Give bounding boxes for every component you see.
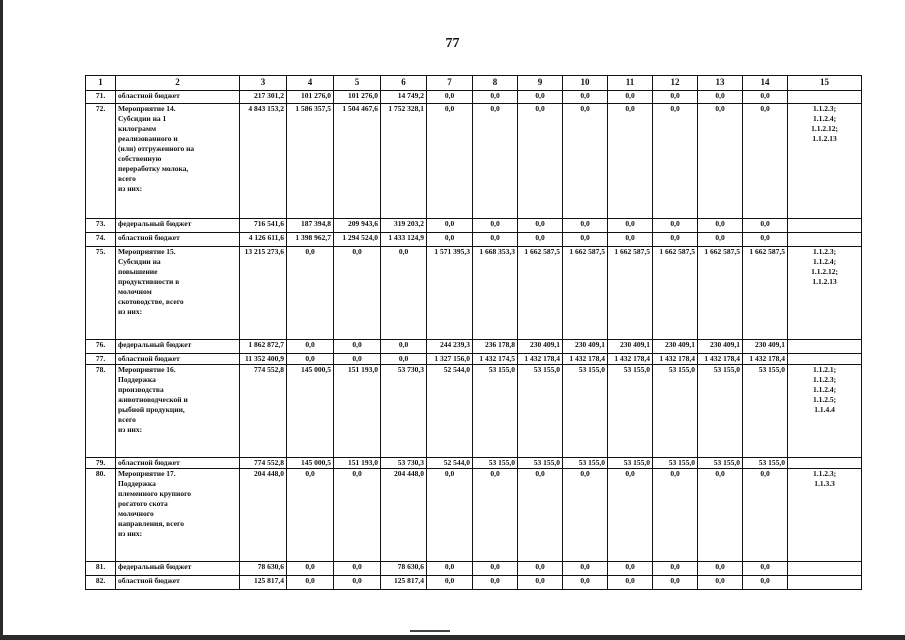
value-cell: 53 155,0 bbox=[698, 365, 743, 458]
row-name: Мероприятие 16. Поддержка производства животноводческой и рыбной продукции, всего из них: bbox=[116, 365, 240, 458]
value-cell: 0,0 bbox=[518, 469, 563, 562]
value-cell: 0,0 bbox=[518, 233, 563, 247]
row-reference: 1.1.2.3; 1.1.3.3 bbox=[788, 469, 862, 562]
table-row bbox=[86, 562, 862, 576]
table-body bbox=[86, 91, 862, 590]
value-cell: 230 409,1 bbox=[518, 340, 563, 354]
scan-left-edge bbox=[0, 0, 3, 640]
row-number: 76. bbox=[86, 340, 116, 354]
value-cell: 53 155,0 bbox=[518, 365, 563, 458]
value-cell: 125 817,4 bbox=[240, 576, 287, 590]
table-row bbox=[86, 469, 862, 562]
value-cell: 0,0 bbox=[743, 91, 788, 104]
row-number: 82. bbox=[86, 576, 116, 590]
value-cell: 53 155,0 bbox=[518, 458, 563, 469]
value-cell: 716 541,6 bbox=[240, 219, 287, 233]
value-cell: 0,0 bbox=[698, 576, 743, 590]
value-cell: 0,0 bbox=[698, 233, 743, 247]
value-cell: 0,0 bbox=[743, 233, 788, 247]
value-cell: 1 432 178,4 bbox=[743, 354, 788, 365]
value-cell: 0,0 bbox=[563, 576, 608, 590]
value-cell: 0,0 bbox=[287, 562, 334, 576]
value-cell: 0,0 bbox=[743, 469, 788, 562]
table-row bbox=[86, 458, 862, 469]
row-reference bbox=[788, 576, 862, 590]
value-cell: 0,0 bbox=[427, 104, 473, 219]
value-cell: 53 155,0 bbox=[563, 365, 608, 458]
value-cell: 0,0 bbox=[653, 91, 698, 104]
value-cell: 1 668 353,3 bbox=[473, 247, 518, 340]
value-cell: 0,0 bbox=[563, 104, 608, 219]
row-name: Мероприятие 15. Субсидии на повышение продуктивности в молочном скотоводстве, всего из них: bbox=[116, 247, 240, 340]
value-cell: 53 155,0 bbox=[653, 365, 698, 458]
row-name: областной бюджет bbox=[116, 576, 240, 590]
value-cell: 0,0 bbox=[698, 469, 743, 562]
value-cell: 0,0 bbox=[427, 576, 473, 590]
value-cell: 0,0 bbox=[653, 562, 698, 576]
value-cell: 0,0 bbox=[698, 562, 743, 576]
value-cell: 0,0 bbox=[608, 562, 653, 576]
value-cell: 0,0 bbox=[563, 219, 608, 233]
row-number: 77. bbox=[86, 354, 116, 365]
value-cell: 53 155,0 bbox=[698, 458, 743, 469]
column-header-5: 5 bbox=[334, 76, 381, 91]
value-cell: 204 448,0 bbox=[381, 469, 427, 562]
row-reference: 1.1.2.1; 1.1.2.3; 1.1.2.4; 1.1.2.5; 1.1.4.4 bbox=[788, 365, 862, 458]
row-reference: 1.1.2.3; 1.1.2.4; 1.1.2.12; 1.1.2.13 bbox=[788, 104, 862, 219]
value-cell: 0,0 bbox=[743, 219, 788, 233]
table-row bbox=[86, 233, 862, 247]
value-cell: 0,0 bbox=[518, 219, 563, 233]
row-reference: 1.1.2.3; 1.1.2.4; 1.1.2.12; 1.1.2.13 bbox=[788, 247, 862, 340]
row-number: 81. bbox=[86, 562, 116, 576]
value-cell: 1 662 587,5 bbox=[518, 247, 563, 340]
value-cell: 0,0 bbox=[743, 576, 788, 590]
value-cell: 0,0 bbox=[653, 233, 698, 247]
value-cell: 52 544,0 bbox=[427, 365, 473, 458]
value-cell: 0,0 bbox=[518, 562, 563, 576]
value-cell: 209 943,6 bbox=[334, 219, 381, 233]
row-reference bbox=[788, 219, 862, 233]
value-cell: 52 544,0 bbox=[427, 458, 473, 469]
value-cell: 0,0 bbox=[563, 562, 608, 576]
column-header-8: 8 bbox=[473, 76, 518, 91]
value-cell: 53 155,0 bbox=[563, 458, 608, 469]
column-header-9: 9 bbox=[518, 76, 563, 91]
value-cell: 1 432 178,4 bbox=[698, 354, 743, 365]
column-header-6: 6 bbox=[381, 76, 427, 91]
table-row bbox=[86, 219, 862, 233]
column-header-15: 15 bbox=[788, 76, 862, 91]
value-cell: 230 409,1 bbox=[743, 340, 788, 354]
row-reference bbox=[788, 233, 862, 247]
budget-table bbox=[85, 75, 862, 590]
column-header-2: 2 bbox=[116, 76, 240, 91]
value-cell: 0,0 bbox=[427, 219, 473, 233]
value-cell: 0,0 bbox=[653, 104, 698, 219]
value-cell: 1 504 467,6 bbox=[334, 104, 381, 219]
row-number: 73. bbox=[86, 219, 116, 233]
row-reference bbox=[788, 354, 862, 365]
row-number: 78. bbox=[86, 365, 116, 458]
value-cell: 1 432 178,4 bbox=[563, 354, 608, 365]
row-name: Мероприятие 14. Субсидии на 1 килограмм реализованного и (или) отгруженного на собственную переработку молока, всего из них: bbox=[116, 104, 240, 219]
value-cell: 0,0 bbox=[427, 562, 473, 576]
value-cell: 1 662 587,5 bbox=[563, 247, 608, 340]
row-number: 75. bbox=[86, 247, 116, 340]
value-cell: 0,0 bbox=[473, 219, 518, 233]
column-header-11: 11 bbox=[608, 76, 653, 91]
value-cell: 101 276,0 bbox=[287, 91, 334, 104]
value-cell: 1 571 395,3 bbox=[427, 247, 473, 340]
value-cell: 13 215 273,6 bbox=[240, 247, 287, 340]
column-header-12: 12 bbox=[653, 76, 698, 91]
column-header-1: 1 bbox=[86, 76, 116, 91]
value-cell: 0,0 bbox=[608, 104, 653, 219]
row-reference bbox=[788, 91, 862, 104]
value-cell: 0,0 bbox=[427, 91, 473, 104]
column-header-7: 7 bbox=[427, 76, 473, 91]
value-cell: 78 630,6 bbox=[381, 562, 427, 576]
value-cell: 230 409,1 bbox=[698, 340, 743, 354]
value-cell: 0,0 bbox=[608, 469, 653, 562]
value-cell: 1 662 587,5 bbox=[653, 247, 698, 340]
row-number: 74. bbox=[86, 233, 116, 247]
table-row bbox=[86, 104, 862, 219]
value-cell: 53 155,0 bbox=[473, 458, 518, 469]
value-cell: 0,0 bbox=[427, 233, 473, 247]
value-cell: 319 203,2 bbox=[381, 219, 427, 233]
value-cell: 0,0 bbox=[698, 91, 743, 104]
value-cell: 78 630,6 bbox=[240, 562, 287, 576]
value-cell: 1 327 156,0 bbox=[427, 354, 473, 365]
table-row bbox=[86, 365, 862, 458]
value-cell: 0,0 bbox=[608, 91, 653, 104]
value-cell: 0,0 bbox=[653, 576, 698, 590]
table-row bbox=[86, 354, 862, 365]
scan-artifact bbox=[410, 630, 450, 632]
value-cell: 0,0 bbox=[334, 576, 381, 590]
column-header-3: 3 bbox=[240, 76, 287, 91]
scan-bottom-edge bbox=[0, 635, 905, 640]
table-header-row bbox=[86, 76, 862, 91]
value-cell: 53 155,0 bbox=[743, 458, 788, 469]
row-number: 79. bbox=[86, 458, 116, 469]
value-cell: 1 433 124,9 bbox=[381, 233, 427, 247]
value-cell: 53 155,0 bbox=[608, 365, 653, 458]
value-cell: 204 448,0 bbox=[240, 469, 287, 562]
value-cell: 0,0 bbox=[381, 354, 427, 365]
value-cell: 0,0 bbox=[473, 576, 518, 590]
row-reference bbox=[788, 340, 862, 354]
value-cell: 0,0 bbox=[698, 104, 743, 219]
value-cell: 0,0 bbox=[563, 469, 608, 562]
value-cell: 1 432 178,4 bbox=[518, 354, 563, 365]
value-cell: 53 155,0 bbox=[473, 365, 518, 458]
value-cell: 217 301,2 bbox=[240, 91, 287, 104]
table-row bbox=[86, 340, 862, 354]
value-cell: 53 155,0 bbox=[743, 365, 788, 458]
value-cell: 0,0 bbox=[287, 340, 334, 354]
value-cell: 0,0 bbox=[518, 104, 563, 219]
value-cell: 53 155,0 bbox=[608, 458, 653, 469]
row-number: 72. bbox=[86, 104, 116, 219]
value-cell: 53 730,3 bbox=[381, 365, 427, 458]
value-cell: 11 352 400,9 bbox=[240, 354, 287, 365]
value-cell: 0,0 bbox=[287, 576, 334, 590]
row-reference bbox=[788, 458, 862, 469]
value-cell: 1 752 328,1 bbox=[381, 104, 427, 219]
value-cell: 53 155,0 bbox=[653, 458, 698, 469]
column-header-10: 10 bbox=[563, 76, 608, 91]
table-row bbox=[86, 576, 862, 590]
value-cell: 0,0 bbox=[473, 91, 518, 104]
value-cell: 0,0 bbox=[334, 354, 381, 365]
row-name: федеральный бюджет bbox=[116, 562, 240, 576]
value-cell: 1 862 872,7 bbox=[240, 340, 287, 354]
row-name: областной бюджет bbox=[116, 233, 240, 247]
value-cell: 1 432 174,5 bbox=[473, 354, 518, 365]
column-header-4: 4 bbox=[287, 76, 334, 91]
value-cell: 0,0 bbox=[563, 233, 608, 247]
value-cell: 101 276,0 bbox=[334, 91, 381, 104]
value-cell: 1 294 524,0 bbox=[334, 233, 381, 247]
value-cell: 1 432 178,4 bbox=[653, 354, 698, 365]
value-cell: 0,0 bbox=[427, 469, 473, 562]
value-cell: 1 662 587,5 bbox=[743, 247, 788, 340]
value-cell: 0,0 bbox=[287, 247, 334, 340]
row-name: федеральный бюджет bbox=[116, 219, 240, 233]
value-cell: 14 749,2 bbox=[381, 91, 427, 104]
value-cell: 230 409,1 bbox=[653, 340, 698, 354]
value-cell: 236 178,8 bbox=[473, 340, 518, 354]
row-name: областной бюджет bbox=[116, 354, 240, 365]
value-cell: 0,0 bbox=[653, 219, 698, 233]
value-cell: 0,0 bbox=[334, 469, 381, 562]
value-cell: 0,0 bbox=[563, 91, 608, 104]
value-cell: 0,0 bbox=[608, 233, 653, 247]
value-cell: 125 817,4 bbox=[381, 576, 427, 590]
value-cell: 0,0 bbox=[334, 340, 381, 354]
value-cell: 0,0 bbox=[381, 247, 427, 340]
value-cell: 0,0 bbox=[334, 247, 381, 340]
row-name: Мероприятие 17. Поддержка племенного крупного рогатого скота молочного направления, всего из них: bbox=[116, 469, 240, 562]
value-cell: 145 000,5 bbox=[287, 458, 334, 469]
value-cell: 0,0 bbox=[473, 233, 518, 247]
row-name: областной бюджет bbox=[116, 458, 240, 469]
value-cell: 0,0 bbox=[518, 576, 563, 590]
value-cell: 230 409,1 bbox=[608, 340, 653, 354]
value-cell: 774 552,8 bbox=[240, 365, 287, 458]
value-cell: 1 662 587,5 bbox=[608, 247, 653, 340]
value-cell: 0,0 bbox=[518, 91, 563, 104]
row-number: 71. bbox=[86, 91, 116, 104]
value-cell: 0,0 bbox=[473, 562, 518, 576]
column-header-14: 14 bbox=[743, 76, 788, 91]
value-cell: 244 239,3 bbox=[427, 340, 473, 354]
value-cell: 0,0 bbox=[743, 104, 788, 219]
value-cell: 187 394,8 bbox=[287, 219, 334, 233]
value-cell: 0,0 bbox=[473, 104, 518, 219]
value-cell: 0,0 bbox=[334, 562, 381, 576]
value-cell: 0,0 bbox=[608, 219, 653, 233]
value-cell: 1 586 357,5 bbox=[287, 104, 334, 219]
value-cell: 774 552,8 bbox=[240, 458, 287, 469]
value-cell: 0,0 bbox=[287, 354, 334, 365]
value-cell: 0,0 bbox=[698, 219, 743, 233]
value-cell: 230 409,1 bbox=[563, 340, 608, 354]
page-number: 77 bbox=[445, 36, 460, 51]
value-cell: 53 730,3 bbox=[381, 458, 427, 469]
value-cell: 0,0 bbox=[608, 576, 653, 590]
value-cell: 151 193,0 bbox=[334, 458, 381, 469]
value-cell: 0,0 bbox=[473, 469, 518, 562]
value-cell: 0,0 bbox=[381, 340, 427, 354]
row-name: федеральный бюджет bbox=[116, 340, 240, 354]
row-number: 80. bbox=[86, 469, 116, 562]
column-header-13: 13 bbox=[698, 76, 743, 91]
row-name: областной бюджет bbox=[116, 91, 240, 104]
value-cell: 1 662 587,5 bbox=[698, 247, 743, 340]
value-cell: 1 432 178,4 bbox=[608, 354, 653, 365]
value-cell: 0,0 bbox=[743, 562, 788, 576]
table-row bbox=[86, 247, 862, 340]
value-cell: 151 193,0 bbox=[334, 365, 381, 458]
value-cell: 4 843 153,2 bbox=[240, 104, 287, 219]
row-reference bbox=[788, 562, 862, 576]
value-cell: 4 126 611,6 bbox=[240, 233, 287, 247]
value-cell: 145 000,5 bbox=[287, 365, 334, 458]
value-cell: 0,0 bbox=[653, 469, 698, 562]
value-cell: 1 398 962,7 bbox=[287, 233, 334, 247]
table-row bbox=[86, 91, 862, 104]
value-cell: 0,0 bbox=[287, 469, 334, 562]
